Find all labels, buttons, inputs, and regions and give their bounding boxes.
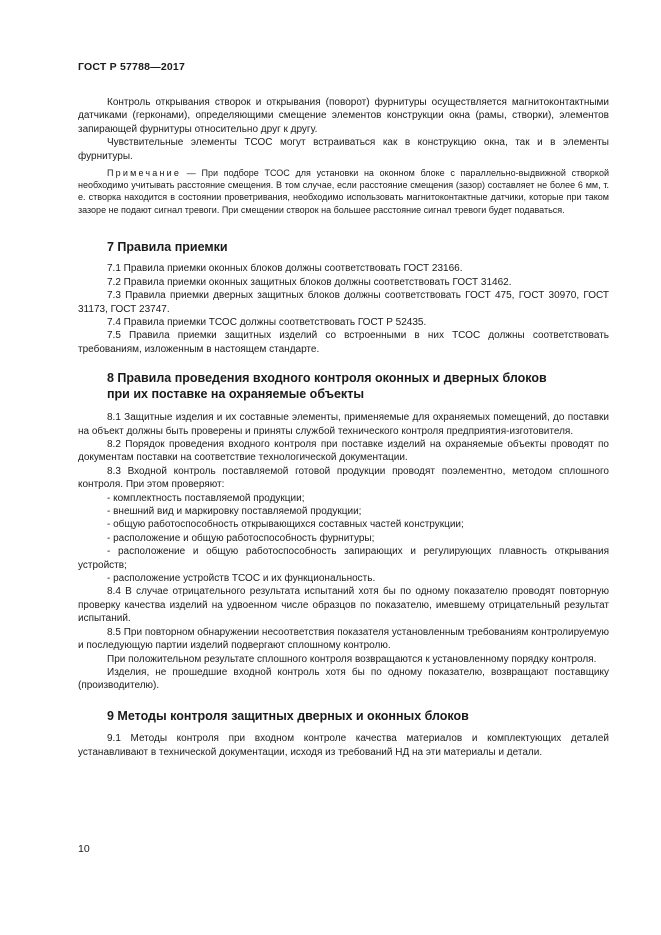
note-paragraph [78, 167, 609, 216]
clause-7-5: 7.5 Правила приемки защитных изделий со встроенными в них ТСОС должны соответствовать требованиям, изложенным в настоящем стандарте. [78, 330, 609, 355]
check-item: - комплектность поставляемой продукции; [107, 492, 305, 504]
clause-8-5-continued: При положительном результате сплошного контроля возвращаются к установленному порядку контроля. [107, 653, 597, 665]
clause-8-3: 8.3 Входной контроль поставляемой готовой продукции проводят поэлементно, методом сплошного контроля. При этом проверяют: [78, 465, 609, 491]
clause-9-1: 9.1 Методы контроля при входном контроле качества материалов и комплектующих деталей устанавливают в технической документации, исходя из требований НД на эти материалы и детали. [78, 733, 609, 758]
page-number: 10 [78, 843, 90, 855]
clause-7-2: 7.2 Правила приемки оконных защитных блоков должны соответствовать ГОСТ 31462. [107, 276, 512, 288]
section-7-title: 7 Правила приемки [107, 239, 228, 254]
clause-7-3: 7.3 Правила приемки дверных защитных блоков должны соответствовать ГОСТ 475, ГОСТ 30970, ГОСТ 31173, ГОСТ 23747. [78, 290, 609, 315]
check-item: - расположение и общую работоспособность фурнитуры; [107, 532, 375, 544]
note-label: Примечание [107, 168, 182, 179]
clause-8-2: 8.2 Порядок проведения входного контроля при поставке изделий на охраняемые объекты проводят по документам поставки на соответствие технологической документации. [78, 439, 609, 464]
check-item: - расположение устройств ТСОС и их функциональность. [107, 573, 376, 585]
section-8-title-line-1: 8 Правила проведения входного контроля оконных и дверных блоков [107, 371, 547, 386]
clause-8-1: 8.1 Защитные изделия и их составные элементы, применяемые для охраняемых помещений, до поставки на объект должны быть проверены и приняты службой технического контроля предприятия-изготовителя. [78, 412, 609, 437]
page-content [78, 96, 609, 759]
clause-8-5-return: Изделия, не прошедшие входной контроль хотя бы по одному показателю, возвращают поставщику (производителю). [78, 666, 609, 692]
check-item: - расположение и общую работоспособность запирающих и регулирующих плавность открывания устройств; [78, 546, 609, 571]
standard-header: ГОСТ Р 57788—2017 [78, 61, 186, 73]
check-item: - внешний вид и маркировку поставляемой продукции; [107, 506, 362, 518]
clause-8-4: 8.4 В случае отрицательного результата испытаний хотя бы по одному показателю проводят повторную проверку качества изделий на удвоенном числе образцов по показателю, имевшему отрицательный результат испытаний. [78, 586, 609, 625]
section-9-title: 9 Методы контроля защитных дверных и оконных блоков [107, 708, 469, 723]
section-8-title-line-2: при их поставке на охраняемые объекты [107, 386, 364, 401]
note-text: — При подборе ТСОС для установки на оконном блоке с параллельно-выдвижной створкой необходимо учитывать расстояние смещения. В том случае, если расстояние смещения (зазор) составляет не более 6 мм, т. е. створка находится в состоянии проветривания, необходимо использовать магнитоконтактные датчики, которые при таком зазоре не подают сигнал тревоги. При смещении створок на большее расстояние сигнал тревоги будет подаваться. [78, 168, 609, 215]
intro-paragraph-1: Контроль открывания створок и открывания (поворот) фурнитуры осуществляется магнитоконтактными датчиками (герконами), определяющими смещение элементов конструкции окна (рамы, створки), элементов запирающей фурнитуры относительно друг к другу. [78, 97, 609, 135]
section-8-title [78, 371, 609, 402]
clause-8-5: 8.5 При повторном обнаружении несоответствия показателя установленным требованиям контролируемую и последующую партии изделий подвергают сплошному контролю. [78, 626, 609, 652]
clause-7-1: 7.1 Правила приемки оконных блоков должны соответствовать ГОСТ 23166. [107, 263, 463, 275]
clause-7-4: 7.4 Правила приемки ТСОС должны соответствовать ГОСТ Р 52435. [107, 316, 427, 328]
check-item: - общую работоспособность открывающихся составных частей конструкции; [107, 519, 464, 531]
intro-paragraph-2: Чувствительные элементы ТСОС могут встраиваться как в конструкцию окна, так и в элементы фурнитуры. [78, 137, 609, 162]
